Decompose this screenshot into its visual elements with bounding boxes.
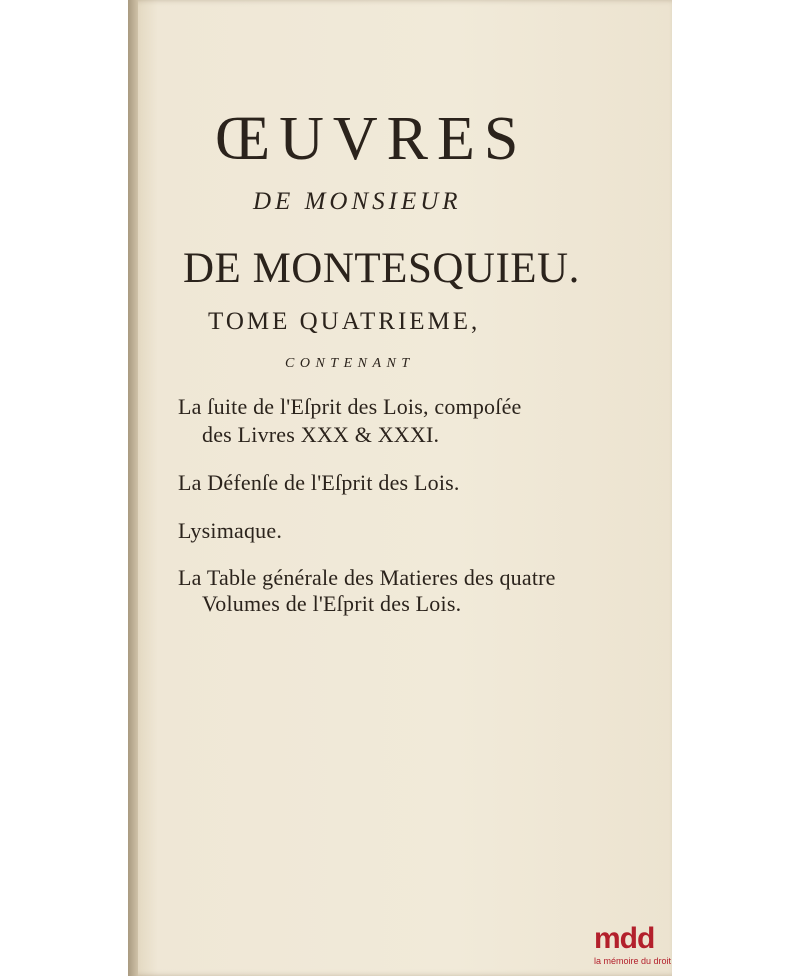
contents-entry-2: La Défenſe de l'Eſprit des Lois.: [178, 470, 460, 495]
contents-entry-1-line-1: La ſuite de l'Eſprit des Lois, compoſée: [178, 394, 522, 419]
contents-heading: CONTENANT: [285, 356, 415, 371]
volume-label: TOME QUATRIEME,: [208, 308, 481, 335]
contents-entry-1-line-2: des Livres XXX & XXXI.: [202, 422, 440, 447]
logo-tagline: la mémoire du droit: [594, 956, 672, 966]
page-gutter: [128, 0, 138, 976]
contents-entry-3: Lysimaque.: [178, 518, 283, 543]
author-name: DE MONTESQUIEU.: [183, 245, 580, 292]
book-title: ŒUVRES: [215, 105, 528, 173]
book-subtitle: DE MONSIEUR: [253, 188, 462, 215]
mdd-logo: [594, 924, 674, 972]
contents-entry-4-line-1: La Table générale des Matieres des quatre: [178, 565, 556, 590]
contents-entry-4-line-2: Volumes de l'Eſprit des Lois.: [202, 591, 462, 616]
logo-mark: mdd: [594, 922, 655, 955]
